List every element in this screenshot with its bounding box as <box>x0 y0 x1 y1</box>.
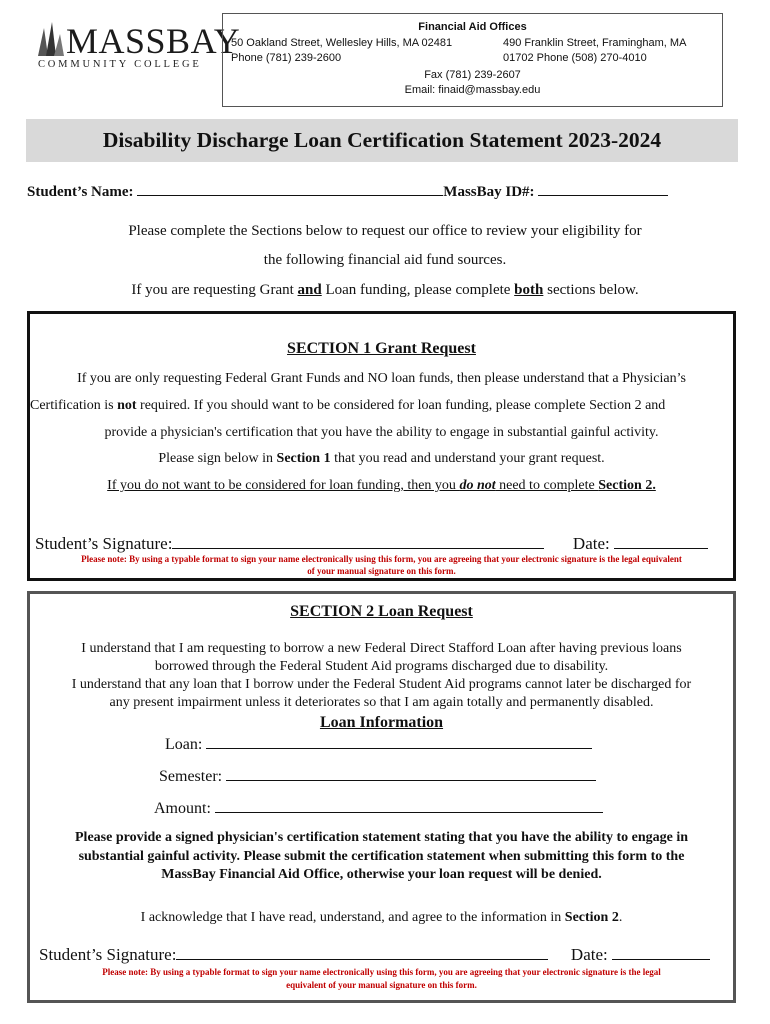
para-text: Please sign below in <box>158 451 277 466</box>
amount-row <box>154 800 603 818</box>
signature-label: Student’s Signature: <box>35 534 173 553</box>
office-title: Financial Aid Offices <box>418 21 527 33</box>
intro-line-1: Please complete the Sections below to request our office to review your eligibility for <box>128 223 642 239</box>
section-1-para-4 <box>30 451 733 467</box>
section-2-para-3: I understand that any loan that I borrow under the Federal Student Aid programs cannot later be discharged for <box>71 677 692 692</box>
student-name-field[interactable] <box>137 195 443 196</box>
logo-tower-icon <box>34 20 66 58</box>
section-1-esign-note-2: of your manual signature on this form. <box>307 566 456 576</box>
physician-notice-2: substantial gainful activity. Please submit the certification statement when submitting this form to the <box>78 849 685 864</box>
section-2-para-2: borrowed through the Federal Student Aid programs discharged due to disability. <box>154 659 609 674</box>
section-2-para-1: I understand that I am requesting to borrow a new Federal Direct Stafford Loan after having previous loans <box>81 641 682 656</box>
intro-and: and <box>297 282 322 298</box>
office-left-phone: Phone (781) 239-2600 <box>231 52 342 64</box>
physician-notice-1: Please provide a signed physician's certification statement stating that you have the ability to engage in <box>75 830 688 845</box>
office-info-box <box>222 13 723 107</box>
semester-field[interactable] <box>226 780 596 781</box>
amount-label: Amount: <box>154 800 211 817</box>
semester-row <box>159 768 596 786</box>
intro-text: If you are requesting Grant <box>131 282 298 298</box>
section-2-heading: SECTION 2 Loan Request <box>290 603 473 620</box>
section-2-para-4: any present impairment unless it deteriorates so that I am again totally and permanently disabled. <box>109 695 654 710</box>
acknowledgement <box>30 910 733 926</box>
logo-wordmark: MASSBAY <box>66 21 241 61</box>
para-text: need to complete <box>495 478 599 493</box>
para-section-ref: Section 2. <box>598 478 656 493</box>
ack-text: . <box>618 910 623 925</box>
section-2-loan-request <box>27 591 736 1003</box>
date-label: Date: <box>570 945 608 964</box>
intro-text: Loan funding, please complete <box>321 282 515 298</box>
office-fax: Fax (781) 239-2607 <box>424 69 521 81</box>
loan-row <box>165 736 592 754</box>
section-1-signature-row <box>35 534 708 554</box>
para-not: not <box>117 398 137 413</box>
section-2-esign-note-1: Please note: By using a typable format to sign your name electronically using this form, you are agreeing that your electronic signature is the legal <box>102 967 661 977</box>
para-do-not: do not <box>459 478 496 493</box>
intro-line-2: the following financial aid fund sources. <box>263 252 507 268</box>
loan-info-heading: Loan Information <box>319 714 444 731</box>
massbay-id-label: MassBay ID#: <box>443 184 535 200</box>
office-right-phone: 01702 Phone (508) 270-4010 <box>503 52 647 64</box>
para-text: If you do not want to be considered for loan funding, then you <box>107 478 460 493</box>
amount-field[interactable] <box>215 812 603 813</box>
section-2-signature-row <box>39 945 710 965</box>
student-info-row <box>27 184 668 201</box>
section-1-heading: SECTION 1 Grant Request <box>287 340 476 357</box>
intro-text: sections below. <box>543 282 639 298</box>
signature-label: Student’s Signature: <box>39 945 177 964</box>
section-1-para-3: provide a physician's certification that you have the ability to engage in substantial gainful activity. <box>104 425 659 440</box>
intro-both: both <box>514 282 544 298</box>
semester-label: Semester: <box>159 768 223 785</box>
section-1-para-5 <box>30 478 733 494</box>
page-title: Disability Discharge Loan Certification Statement 2023-2024 <box>102 128 662 152</box>
title-bar <box>26 119 738 162</box>
section-1-signature-field[interactable] <box>172 548 544 549</box>
section-1-para-2 <box>30 398 665 414</box>
section-2-esign-note-2: equivalent of your manual signature on this form. <box>286 980 477 990</box>
office-right-address: 490 Franklin Street, Framingham, MA <box>503 37 687 49</box>
office-email: Email: finaid@massbay.edu <box>404 84 541 96</box>
physician-notice-3: MassBay Financial Aid Office, otherwise your loan request will be denied. <box>161 867 602 882</box>
intro-line-3 <box>0 282 770 299</box>
section-1-esign-note-1: Please note: By using a typable format to sign your name electronically using this form, you are agreeing that your electronic signature is the legal equivalent <box>81 554 682 564</box>
para-text: that you read and understand your grant request. <box>330 451 605 466</box>
para-section-ref: Section 1 <box>276 451 331 466</box>
loan-label: Loan: <box>165 736 203 753</box>
para-text: required. If you should want to be considered for loan funding, please complete Section 2 and <box>136 398 666 413</box>
logo-subtitle: COMMUNITY COLLEGE <box>38 59 202 70</box>
section-2-date-field[interactable] <box>612 959 710 960</box>
student-name-label: Student’s Name: <box>27 184 134 200</box>
para-text: Certification is <box>30 398 118 413</box>
section-2-signature-field[interactable] <box>176 959 548 960</box>
ack-section-ref: Section 2 <box>564 910 619 925</box>
massbay-id-field[interactable] <box>538 195 668 196</box>
date-label: Date: <box>572 534 610 553</box>
section-1-grant-request <box>27 311 736 581</box>
loan-field[interactable] <box>206 748 592 749</box>
section-1-para-1: If you are only requesting Federal Grant Funds and NO loan funds, then please understand that a Physician’s <box>77 371 686 386</box>
section-1-date-field[interactable] <box>614 548 708 549</box>
ack-text: I acknowledge that I have read, understand, and agree to the information in <box>140 910 565 925</box>
office-left-address: 50 Oakland Street, Wellesley Hills, MA 02481 <box>231 37 453 49</box>
